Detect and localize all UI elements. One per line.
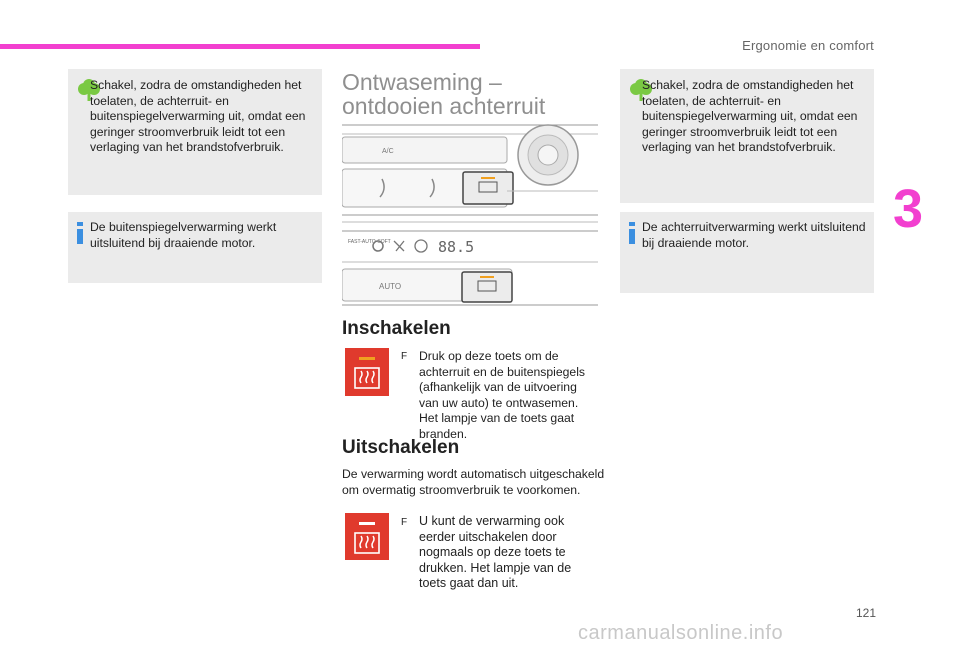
eco-note-text: Schakel, zodra de omstandigheden het toelaten, de achterruit- en buitenspiegelverwarming uit, omdat een geringer stroomverbruik leidt tot een verlaging van het brandstofverbruik. — [90, 78, 306, 155]
rear-defrost-button-on-icon — [345, 348, 389, 396]
page-number: 121 — [855, 606, 876, 620]
eco-note-box-right — [620, 69, 874, 203]
defrost-icon — [354, 367, 380, 389]
rear-defrost-button-off-icon — [345, 513, 389, 560]
lamp-on-indicator — [359, 357, 375, 360]
fast-label: FAST-AUTO-SOFT — [348, 239, 391, 245]
inschakelen-heading: Inschakelen — [342, 318, 451, 339]
info-note-text: De buitenspiegelverwarming werkt uitsluitend bij draaiende motor. — [90, 220, 277, 250]
info-note-box — [68, 212, 322, 283]
info-icon — [77, 222, 83, 244]
page-title: Ontwaseming – ontdooien achterruit — [342, 69, 546, 119]
header-accent-bar — [0, 44, 480, 49]
bullet-marker: F — [401, 517, 408, 528]
ac-label: A/C — [382, 148, 394, 155]
control-panel-image — [342, 119, 598, 311]
info-icon — [629, 222, 635, 244]
defrost-icon — [354, 532, 380, 554]
info-note-box-right — [620, 212, 874, 293]
lamp-off-indicator — [359, 522, 375, 525]
display-digits: 88.5 — [438, 238, 475, 256]
bullet-marker: F — [401, 351, 408, 362]
eco-note-text-right: Schakel, zodra de omstandigheden het toelaten, de achterruit- en buitenspiegelverwarming uit, omdat een geringer stroomverbruik leidt tot een verlaging van het brandstofverbruik. — [642, 78, 858, 155]
uitschakelen-text: U kunt de verwarming ook eerder uitschakelen door nogmaals op deze toets te drukken. Het lampje van de toets gaat dan uit. — [419, 514, 572, 591]
auto-label: AUTO — [379, 282, 402, 291]
eco-note-box — [68, 69, 322, 195]
section-title: Ergonomie en comfort — [742, 38, 874, 53]
control-panel-drawing — [342, 119, 598, 311]
chapter-number: 3 — [893, 179, 924, 239]
inschakelen-text: Druk op deze toets om de achterruit en de buitenspiegels (afhankelijk van de uitvoering van uw auto) te ontwasemen. Het lampje van de toets gaat branden. — [419, 349, 585, 441]
watermark: carmanualsonline.info — [578, 622, 784, 644]
uitschakelen-heading: Uitschakelen — [342, 437, 460, 458]
info-note-text-right: De achterruitverwarming werkt uitsluitend bij draaiende motor. — [642, 220, 866, 250]
uitschakelen-intro: De verwarming wordt automatisch uitgeschakeld om overmatig stroomverbruik te voorkomen. — [342, 467, 605, 497]
